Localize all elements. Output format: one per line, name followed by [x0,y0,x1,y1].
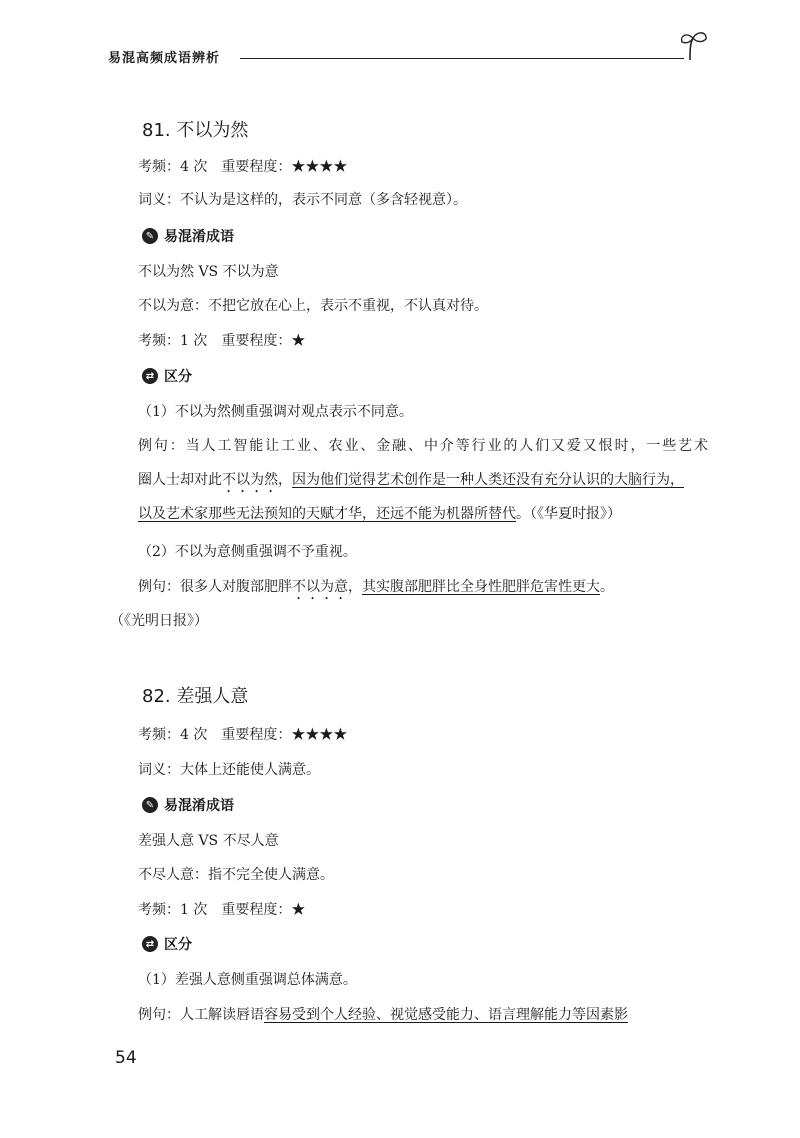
underlined-clause: 以及艺术家那些无法预知的天赋才华，还远不能为机器所替代 [138,506,516,522]
diff-title [142,366,192,386]
example-2-sep: ， [348,579,362,595]
confusable-label: 易混淆成语 [164,229,234,245]
lightbulb-icon: ✎ [142,797,158,813]
example-2-line-a [138,576,614,603]
compare-icon: ⇄ [142,936,158,952]
underlined-clause: 容易受到个人经验、视觉感受能力、语言理解能力等因素影 [264,1007,628,1023]
diff-label: 区分 [164,369,192,385]
other-meaning: 不尽人意：指不完全使人满意。 [138,867,334,883]
other-meaning: 不以为意：不把它放在心上，表示不重视，不认真对待。 [138,298,488,314]
diff-point-1: （1）不以为然侧重强调对观点表示不同意。 [138,404,413,420]
confusable-label: 易混淆成语 [164,798,234,814]
confusable-title [142,795,234,815]
frequency-line: 考频：4 次 重要程度：★★★★ [138,159,348,175]
example-1-source: 。（《华夏时报》） [516,506,621,522]
meaning-line: 词义：不认为是这样的，表示不同意（多含轻视意）。 [138,192,467,208]
example-1-line-b [138,469,684,496]
frequency-line: 考频：4 次 重要程度：★★★★ [138,727,348,743]
example-1-b-sep: ， [278,472,292,488]
vs-line: 差强人意 VS 不尽人意 [138,833,279,849]
page-number: 54 [115,1048,137,1068]
header-title: 易混高频成语辨析 [108,51,221,66]
diff-point-2: （2）不以为意侧重强调不予重视。 [138,544,357,560]
confusable-title [142,226,234,246]
example-1-line-a: 例句：当人工智能让工业、农业、金融、中介等行业的人们又爱又恨时，一些艺术 [138,438,708,454]
underlined-clause: 因为他们觉得艺术创作是一种人类还没有充分认识的大脑行为， [292,472,684,488]
example-2-end: 。 [600,579,614,595]
sprout-icon [676,28,712,62]
example-1-prefix: 例句：人工解读唇语 [138,1007,264,1023]
vs-line: 不以为然 VS 不以为意 [138,264,279,280]
emphasized-idiom: 不以为然 [222,472,278,488]
other-frequency: 考频：1 次 重要程度：★ [138,902,306,918]
diff-title [142,934,192,954]
example-2-prefix: 例句：很多人对腹部肥胖 [138,579,292,595]
example-1-line-c [138,503,621,523]
compare-icon: ⇄ [142,368,158,384]
entry-heading: 81. 不以为然 [142,120,249,141]
entry-heading: 82. 差强人意 [142,686,249,707]
header-rule [240,58,684,59]
other-frequency: 考频：1 次 重要程度：★ [138,333,306,349]
example-2-source: （《光明日报》） [110,613,208,629]
emphasized-idiom: 不以为意 [292,579,348,595]
example-1-b-prefix: 圈人士却对此 [138,472,222,488]
example-1-line-a [138,1004,628,1024]
meaning-line: 词义：大体上还能使人满意。 [138,762,320,778]
underlined-clause: 其实腹部肥胖比全身性肥胖危害性更大 [362,579,600,595]
lightbulb-icon: ✎ [142,228,158,244]
diff-point-1: （1）差强人意侧重强调总体满意。 [138,972,357,988]
diff-label: 区分 [164,937,192,953]
